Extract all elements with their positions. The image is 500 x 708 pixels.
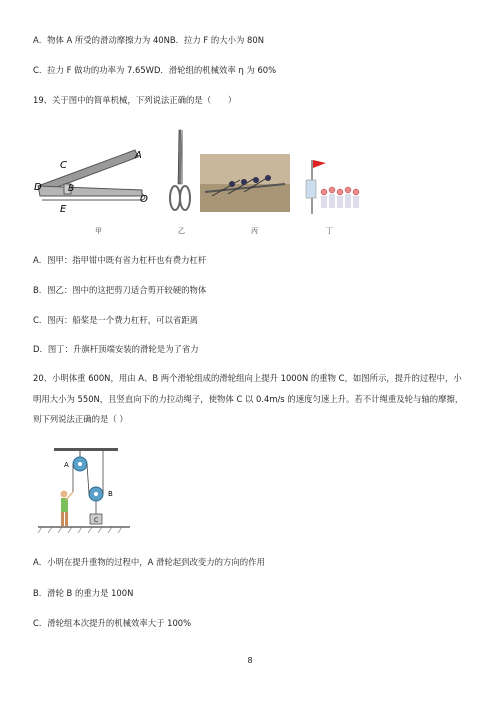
q18-option-a: A．物体 A 所受的滑动摩擦力为 40NB．拉力 F 的大小为 80N	[33, 35, 264, 45]
label-A: A	[135, 150, 142, 161]
label-C: C	[60, 160, 67, 171]
page-number: 8	[247, 656, 253, 665]
weight-label-C: C	[94, 517, 99, 524]
q19-option-b: B．图乙：图中的这把剪刀适合剪开较硬的物体	[33, 285, 207, 295]
label-E: E	[60, 204, 67, 215]
pulley-label-A: A	[64, 461, 69, 469]
nail-clipper-figure	[30, 140, 160, 220]
caption-yi: 乙	[178, 227, 185, 235]
caption-bing: 丙	[251, 227, 258, 235]
label-B: B	[68, 184, 75, 194]
pulley-system-figure	[34, 448, 134, 540]
scissors-figure	[165, 128, 195, 216]
label-O: O	[140, 194, 148, 205]
q20-stem: 20、小明体重 600N，用由 A、B 两个滑轮组成的滑轮组向上提升 1000N 的重物 C，如图所示，提升的过程中，小明用大小为 550N，且竖直向下的力拉动绳子，使物体 C 以 0.4m/s 的速度匀速上升。若不计绳重及轮与轴的摩擦，则下列说法正确的是（ ）	[33, 373, 464, 424]
caption-jia: 甲	[95, 227, 102, 235]
q20-option-b: B．滑轮 B 的重力是 100N	[33, 588, 134, 598]
pulley-label-B: B	[108, 490, 113, 498]
q18-option-c: C．拉力 F 做功的功率为 7.65WD．滑轮组的机械效率 η 为 60%	[33, 65, 277, 75]
rowing-photo	[200, 154, 290, 212]
flag-raising-figure	[298, 156, 368, 216]
q19-stem: 19、关于图中的简单机械，下列说法正确的是（ ）	[33, 95, 237, 105]
q20-option-c: C．滑轮组本次提升的机械效率大于 100%	[33, 618, 192, 628]
q20-option-a: A．小明在提升重物的过程中，A 滑轮起到改变力的方向的作用	[33, 557, 265, 567]
q19-option-a: A．图甲：指甲钳中既有省力杠杆也有费力杠杆	[33, 255, 207, 265]
caption-ding: 丁	[326, 227, 333, 235]
label-D: D	[34, 182, 42, 193]
q19-option-d: D．图丁：升旗杆顶端安装的滑轮是为了省力	[33, 344, 199, 354]
q19-option-c: C．图丙：船桨是一个费力杠杆，可以省距离	[33, 315, 198, 325]
